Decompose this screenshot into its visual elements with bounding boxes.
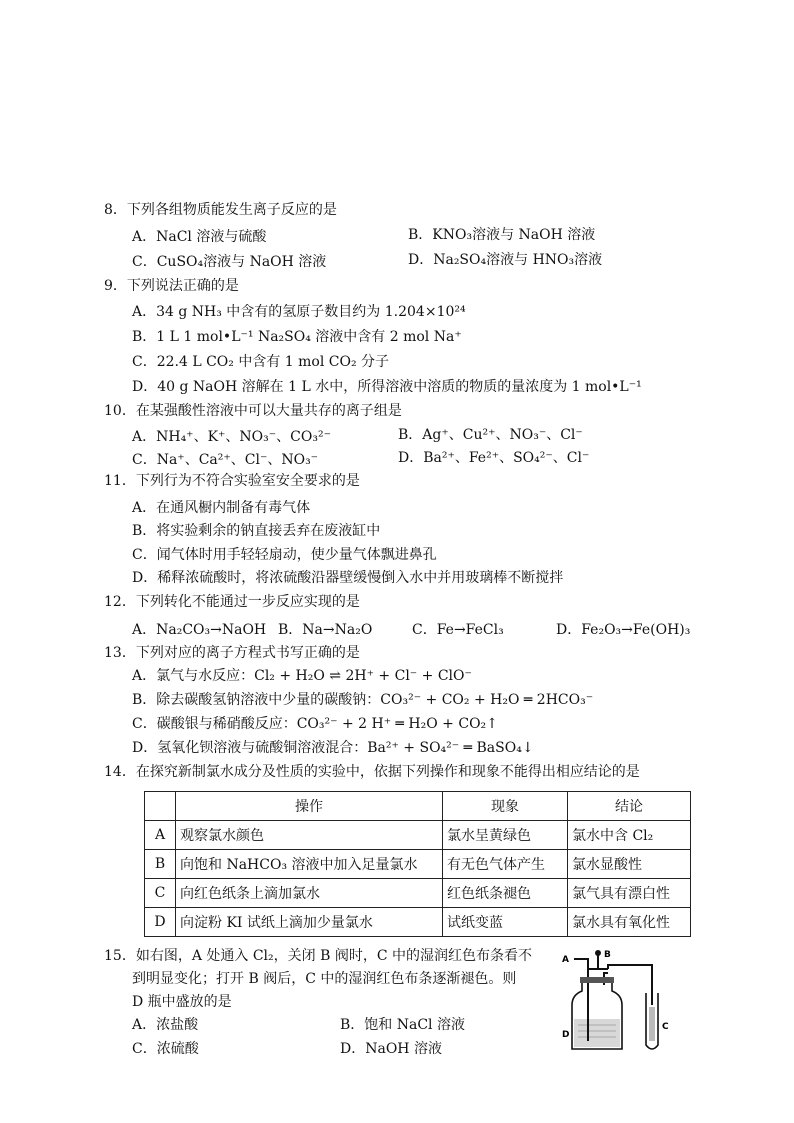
q14-table bbox=[144, 791, 691, 937]
q15-stem-line2: 到明显变化；打开 B 阀后，C 中的湿润红色布条逐渐褪色。则 bbox=[132, 971, 517, 987]
q9-option-a: A．34 g NH₃ 中含有的氢原子数目约为 1.204×10²⁴ bbox=[132, 304, 466, 320]
q12-option-b: B．Na→Na₂O bbox=[278, 622, 373, 638]
q11-option-b: B．将实验剩余的钠直接丢弃在废液缸中 bbox=[132, 523, 381, 539]
row-operation: 向饱和 NaHCO₃ 溶液中加入足量氯水 bbox=[176, 850, 443, 879]
q9-stem: 9．下列说法正确的是 bbox=[104, 278, 239, 294]
q8-option-b: B．KNO₃溶液与 NaOH 溶液 bbox=[408, 227, 596, 243]
table-row bbox=[145, 908, 691, 937]
q13-option-d: D．氢氧化钡溶液与硫酸铜溶液混合：Ba²⁺ + SO₄²⁻ ═ BaSO₄↓ bbox=[132, 740, 534, 756]
bottle-stopper bbox=[580, 977, 614, 983]
table-header-phenomenon: 现象 bbox=[443, 792, 568, 821]
row-phenomenon: 有无色气体产生 bbox=[443, 850, 568, 879]
q13-option-b: B．除去碳酸氢钠溶液中少量的碳酸钠：CO₃²⁻ + CO₂ + H₂O ═ 2HCO₃⁻ bbox=[132, 692, 594, 708]
q8-option-d: D．Na₂SO₄溶液与 HNO₃溶液 bbox=[408, 252, 603, 268]
bottle-liquid bbox=[574, 1019, 620, 1047]
q10-option-b: B．Ag⁺、Cu²⁺、NO₃⁻、Cl⁻ bbox=[398, 427, 583, 443]
q10-option-d: D．Ba²⁺、Fe²⁺、SO₄²⁻、Cl⁻ bbox=[398, 450, 590, 466]
q11-option-a: A．在通风橱内制备有毒气体 bbox=[132, 500, 311, 516]
q12-option-d: D．Fe₂O₃→Fe(OH)₃ bbox=[556, 622, 691, 638]
q12-stem: 12．下列转化不能通过一步反应实现的是 bbox=[104, 594, 360, 610]
q15-option-d: D．NaOH 溶液 bbox=[340, 1041, 442, 1057]
q12-option-c: C．Fe→FeCl₃ bbox=[412, 622, 504, 638]
q11-option-c: C．闻气体时用手轻轻扇动，使少量气体飘进鼻孔 bbox=[132, 547, 437, 563]
row-key: B bbox=[145, 850, 176, 879]
q9-option-b: B．1 L 1 mol•L⁻¹ Na₂SO₄ 溶液中含有 2 mol Na⁺ bbox=[132, 329, 462, 345]
q8-option-a: A．NaCl 溶液与硫酸 bbox=[132, 229, 267, 245]
table-row bbox=[145, 850, 691, 879]
q15-stem-line1: 15．如右图，A 处通入 Cl₂，关闭 B 阀时，C 中的湿润红色布条看不 bbox=[104, 948, 532, 964]
q9-option-c: C．22.4 L CO₂ 中含有 1 mol CO₂ 分子 bbox=[132, 354, 390, 370]
table-header-conclusion: 结论 bbox=[568, 792, 691, 821]
row-key: C bbox=[145, 879, 176, 908]
row-conclusion: 氯水中含 Cl₂ bbox=[568, 821, 691, 850]
red-cloth-strip bbox=[649, 1007, 655, 1041]
table-header-key bbox=[145, 792, 176, 821]
q15-stem-line3: D 瓶中盛放的是 bbox=[132, 994, 232, 1010]
table-row bbox=[145, 821, 691, 850]
q11-stem: 11．下列行为不符合实验室安全要求的是 bbox=[104, 473, 360, 489]
label-b: B bbox=[604, 950, 611, 960]
gas-apparatus-diagram bbox=[560, 945, 680, 1055]
label-d: D bbox=[562, 1030, 570, 1040]
row-conclusion: 氯水显酸性 bbox=[568, 850, 691, 879]
row-operation: 向红色纸条上滴加氯水 bbox=[176, 879, 443, 908]
q8-option-c: C．CuSO₄溶液与 NaOH 溶液 bbox=[132, 254, 327, 270]
label-a: A bbox=[562, 955, 569, 965]
row-key: A bbox=[145, 821, 176, 850]
q15-option-a: A．浓盐酸 bbox=[132, 1017, 199, 1033]
q15-option-c: C．浓硫酸 bbox=[132, 1041, 199, 1057]
label-c: C bbox=[662, 1022, 669, 1032]
q13-stem: 13．下列对应的离子方程式书写正确的是 bbox=[104, 645, 360, 661]
table-header-operation: 操作 bbox=[176, 792, 443, 821]
q13-option-a: A．氯气与水反应：Cl₂ + H₂O ⇌ 2H⁺ + Cl⁻ + ClO⁻ bbox=[132, 668, 472, 684]
table-row bbox=[145, 879, 691, 908]
row-phenomenon: 试纸变蓝 bbox=[443, 908, 568, 937]
table-header-row bbox=[145, 792, 691, 821]
row-conclusion: 氯气具有漂白性 bbox=[568, 879, 691, 908]
q13-option-c: C．碳酸银与稀硝酸反应：CO₃²⁻ + 2 H⁺ ═ H₂O + CO₂↑ bbox=[132, 716, 498, 732]
row-operation: 向淀粉 KI 试纸上滴加少量氯水 bbox=[176, 908, 443, 937]
q9-option-d: D．40 g NaOH 溶解在 1 L 水中，所得溶液中溶质的物质的量浓度为 1 mol•L⁻¹ bbox=[132, 379, 642, 395]
q10-option-a: A．NH₄⁺、K⁺、NO₃⁻、CO₃²⁻ bbox=[132, 429, 331, 445]
q8-stem: 8．下列各组物质能发生离子反应的是 bbox=[104, 202, 337, 218]
q15-option-b: B．饱和 NaCl 溶液 bbox=[340, 1017, 465, 1033]
q12-option-a: A．Na₂CO₃→NaOH bbox=[132, 622, 267, 638]
q10-stem: 10．在某强酸性溶液中可以大量共存的离子组是 bbox=[104, 403, 402, 419]
q11-option-d: D．稀释浓硫酸时，将浓硫酸沿器壁缓慢倒入水中并用玻璃棒不断搅拌 bbox=[132, 570, 564, 586]
q10-option-c: C．Na⁺、Ca²⁺、Cl⁻、NO₃⁻ bbox=[132, 452, 319, 468]
row-operation: 观察氯水颜色 bbox=[176, 821, 443, 850]
q14-stem: 14．在探究新制氯水成分及性质的实验中，依据下列操作和现象不能得出相应结论的是 bbox=[104, 764, 640, 780]
row-phenomenon: 红色纸条褪色 bbox=[443, 879, 568, 908]
row-conclusion: 氯水具有氧化性 bbox=[568, 908, 691, 937]
row-phenomenon: 氯水呈黄绿色 bbox=[443, 821, 568, 850]
row-key: D bbox=[145, 908, 176, 937]
